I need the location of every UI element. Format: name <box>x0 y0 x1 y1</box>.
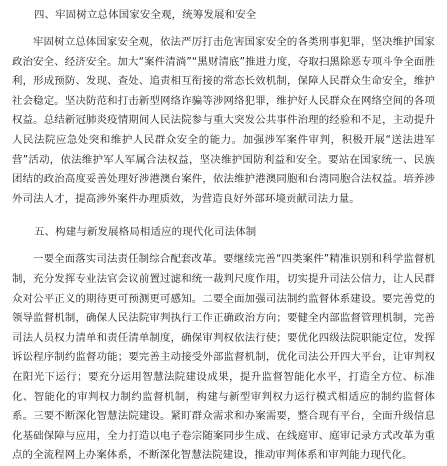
section-paragraph-judicial-system: 一要全面落实司法责任制综合配套改革。要继续完善“四类案件”精准识别和科学监督机制，充分发挥专业法官会议前置过滤和统一裁判尺度作用，切实提升司法公信力，让人民群众对公平正义的期待更可预测更可感知。二要全面加强司法制约监督体系建设。要完善党的领导监督机制，确保人民法院审判执行工作正确政治方向；要健全内部监督管理机制，完善司法人员权力清单和责任清单制度，确保审判权依法行使；要优化四级法院职能定位，发挥诉讼程序制约监督功能；要完善主动接受外部监督机制，优化司法公开四大平台，让审判权在阳光下运行；要充分运用智慧法院建设成果，提升监督智能化水平，打造全方位、标准化、智能化的审判权力制约监督机制，构建与新型审判权力运行模式相适应的制约监督体系。三要不断深化智慧法院建设。紧盯群众需求和办案需要，整合现有平台，全面升级信息化基础保障与应用，全力打造以电子卷宗随案同步生成、在线庭审、庭审记录方式改革为重点的全流程网上办案体系，不断深化智慧法院建设，推动审判体系和审判能力现代化。 <box>12 253 435 462</box>
section-heading-judicial-system: 五、构建与新发展格局相适应的现代化司法体制 <box>34 226 257 239</box>
section-heading-national-security: 四、牢固树立总体国家安全观，统筹发展和安全 <box>34 9 257 21</box>
section-paragraph-national-security: 牢固树立总体国家安全观，依法严厉打击危害国家安全的各类刑事犯罪，坚决维护国家政治安全、经济安全。加大“案件清淌”“黑财清底”推进力度，夺取扫黑除恶专项斗争全面胜利，形成预防、发现、查处、追责相互衔接的常态长效机制，保障人民群众生命安全，维护社会稳定。坚决防范和打击新型网络诈骗等涉网络犯罪，维护好人民群众在网络空间的各项权益。总结新冠肺炎疫情期间人民法院参与重大突发公共事件治理的经验和不足，主动提升人民法院应急处突和维护人民群众安全的能力。加强涉军案件审判，积极开展“送法进军营”活动，依法维护军人军属合法权益，坚决维护国防利益和安全。要站在国家统一、民族团结的政治高度妥善处理好涉港澳台案件，依法维护港澳同胞和台湾同胞合法权益。培养涉外司法人才，提高涉外案件办理质效，为营造良好外部环境贡献司法力量。 <box>12 36 435 205</box>
